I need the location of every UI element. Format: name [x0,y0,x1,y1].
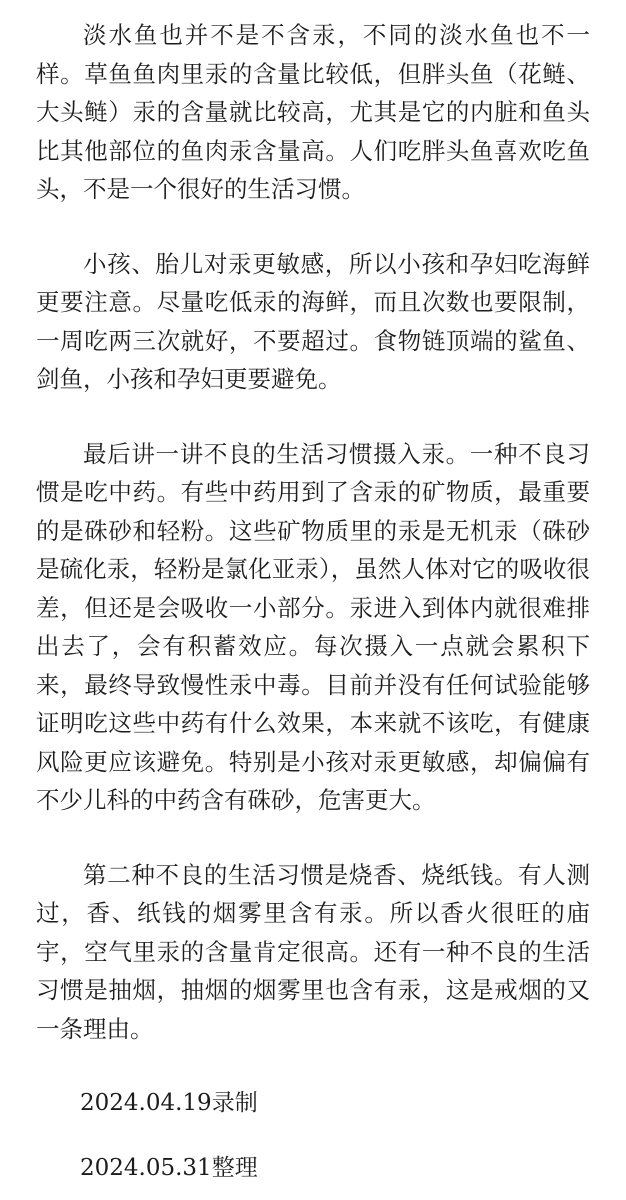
paragraph-chinese-medicine: 最后讲一讲不良的生活习惯摄入汞。一种不良习惯是吃中药。有些中药用到了含汞的矿物质，最重要的是硃砂和轻粉。这些矿物质里的汞是无机汞（硃砂是硫化汞，轻粉是氯化亚汞），虽然人体对它的吸收很差，但还是会吸收一小部分。汞进入到体内就很难排出去了，会有积蓄效应。每次摄入一点就会累积下来，最终导致慢性汞中毒。目前并没有任何试验能够证明吃这些中药有什么效果，本来就不该吃，有健康风险更应该避免。特别是小孩对汞更敏感，却偏偏有不少儿科的中药含有硃砂，危害更大。 [36,439,590,814]
paragraph-incense-smoking: 第二种不良的生活习惯是烧香、烧纸钱。有人测过，香、纸钱的烟雾里含有汞。所以香火很旺的庙宇，空气里汞的含量肯定很高。还有一种不良的生活习惯是抽烟，抽烟的烟雾里也含有汞，这是戒烟的又一条理由。 [36,860,590,1043]
recorded-date: 2024.04.19录制 [80,1090,258,1116]
paragraph-freshwater-fish: 淡水鱼也并不是不含汞，不同的淡水鱼也不一样。草鱼鱼肉里汞的含量比较低，但胖头鱼（花鲢、大头鲢）汞的含量就比较高，尤其是它的内脏和鱼头比其他部位的鱼肉汞含量高。人们吃胖头鱼喜欢吃鱼头，不是一个很好的生活习惯。 [36,21,590,203]
organized-date: 2024.05.31整理 [80,1154,258,1181]
paragraph-children-seafood: 小孩、胎儿对汞更敏感，所以小孩和孕妇吃海鲜更要注意。尽量吃低汞的海鲜，而且次数也要限制，一周吃两三次就好，不要超过。食物链顶端的鲨鱼、剑鱼，小孩和孕妇更要避免。 [36,249,590,393]
